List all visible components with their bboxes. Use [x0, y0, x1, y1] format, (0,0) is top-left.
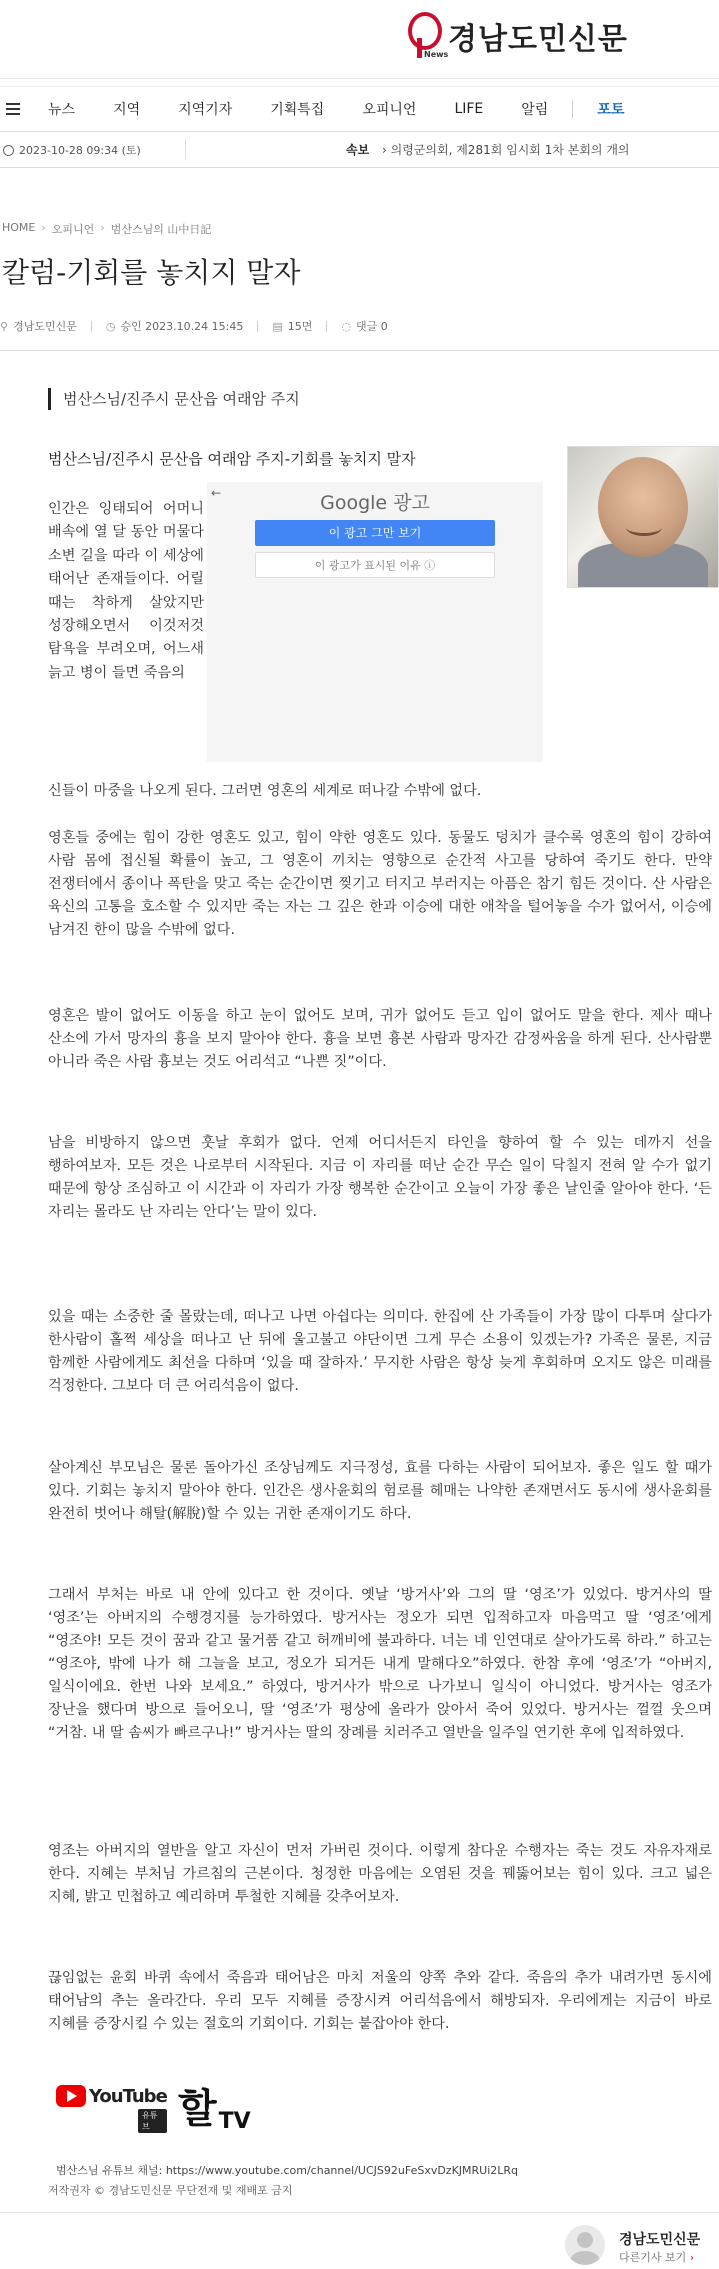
meta-divider [91, 321, 92, 332]
stop-ad-button[interactable]: 이 광고 그만 보기 [255, 520, 495, 546]
article-lead: 범산스님/진주시 문산읍 여래암 주지-기회를 놓치지 말자 [48, 450, 416, 468]
article-paragraph-1: 인간은 잉태되어 어머니 배속에 열 달 동안 머물다 소변 길을 따라 이 세상에 태어난 존재들이다. 어릴 때는 착하게 살았지만 성장해오면서 이것저것 탐욕을 부려오며, 어느새 늙고 병이 들면 죽음의 [48, 501, 204, 681]
nav-item-news[interactable]: 뉴스 [48, 102, 76, 118]
avatar-icon [565, 2225, 605, 2265]
article-author: 경남도민신문 [13, 320, 77, 333]
article-paragraph-7: 그래서 부처는 바로 내 안에 있다고 한 것이다. 옛날 ‘방거사’와 그의 딸 ‘영조’가 있었다. 방거사의 딸 ‘영조’는 아버지의 수행경지를 능가하였다. 방거사는 정오가 되면 입적하고자 마음먹고 딸 ‘영조’에게 “영조야! 모든 것이 꿈과 같고 물거품 같고 허깨비에 불과하다. 너는 네 인연대로 살아가도록 하라.” 하고는 “영조야, 밖에 나가 해 그늘을 보고, 정오가 되거든 내게 말해다오”하였다. 한참 후에 ‘영조’가 “아버지, 일식이에요. 한번 나와 보세요.” 하였다, 방거사가 밖으로 나가보니 일식이 아니었다. 방거사는 영조가 장난을 했다며 방으로 들어오니, 딸 ‘영조’가 평상에 올라가 앉아서 죽어 있었다. 방거사는 껄껄 웃으며 “거참. 내 딸 솜씨가 빠르구나!” 방거사는 딸의 장례를 치러주고 열반을 일주일 연기한 후에 입적하였다. [48, 1587, 712, 1741]
youtube-logo[interactable] [56, 2085, 167, 2131]
more-articles-label[interactable]: 다른기사 보기 [619, 2251, 687, 2264]
youtube-play-icon [56, 2085, 86, 2107]
ticker-divider [185, 139, 186, 159]
article-paragraph-1-cont: 신들이 마중을 나오게 된다. 그러면 영혼의 세계로 떠나갈 수밖에 없다. [48, 783, 482, 799]
breaking-label: 속보 [346, 143, 370, 157]
nav-item-opinion[interactable]: 오피니언 [362, 102, 417, 118]
youtube-channel-link[interactable]: 범산스님 유튜브 채널: https://www.youtube.com/channel/UCJS92uFeSxvDzKJMRUi2LRq [56, 2164, 519, 2177]
youtube-word: YouTube [89, 2085, 167, 2107]
article-paragraph-4: 남을 비방하지 않으면 훗날 후회가 없다. 언제 어디서든지 타인을 향하여 할 수 있는 데까지 선을 행하여보자. 모든 것은 나로부터 시작된다. 지금 이 자리를 떠난 순간 무슨 일이 닥칠지 전혀 알 수가 없기 때문에 항상 조심하고 이 시간과 이 자리가 가장 행복한 순간이고 오늘이 가장 좋은 날인줄 알아야 한다. ‘든 자리는 몰라도 난 자리는 안다’는 말이 있다. [48, 1135, 712, 1220]
google-ad [207, 482, 543, 762]
nav-item-feature[interactable]: 기획특집 [270, 102, 325, 118]
author-box[interactable] [565, 2225, 715, 2265]
title-divider [0, 350, 719, 351]
hal-tv-logo[interactable] [178, 2077, 251, 2134]
article-comments[interactable]: 댓글 0 [356, 320, 388, 333]
article-paragraph-5: 있을 때는 소중한 줄 몰랐는데, 떠나고 나면 아쉽다는 의미다. 한집에 산 가족들이 가장 많이 다투며 살다가 한사람이 홀쩍 세상을 떠나고 난 뒤에 울고불고 야단이면 그게 무슨 소용이 있겠는가? 가족은 물론, 지금 함께한 사람에게도 최선을 다하며 ‘있을 때 잘하자.’ 무지한 사람은 항상 늦게 후회하며 오지도 않은 미래를 걱정한다. 그보다 더 큰 어리석음이 없다. [48, 1309, 712, 1394]
tv-label: TV [218, 2109, 251, 2134]
nav-item-life[interactable]: LIFE [454, 101, 484, 117]
page-icon: ▤ [272, 319, 283, 333]
site-logo[interactable] [406, 8, 628, 64]
nav-item-region[interactable]: 지역 [113, 102, 141, 118]
site-name: 경남도민신문 [448, 22, 628, 57]
ad-suffix: 광고 [393, 492, 430, 514]
breadcrumb-separator: › [100, 221, 105, 234]
logo-mark-icon [406, 10, 449, 62]
ad-brand: Google [320, 492, 388, 514]
chevron-right-icon: › [689, 2251, 695, 2264]
article-date: 승인 2023.10.24 15:45 [120, 320, 244, 333]
comment-icon: ◌ [341, 319, 352, 333]
user-icon: ⚲ [0, 319, 9, 333]
clock-icon: ◷ [105, 319, 116, 333]
nav-item-notice[interactable]: 알림 [521, 102, 549, 118]
article-paragraph-8: 영조는 아버지의 열반을 알고 자신이 먼저 가버린 것이다. 이렇게 참다운 수행자는 죽는 것도 자유자재로 한다. 지혜는 부처님 가르침의 근본이다. 청정한 마음에는 오염된 것을 꿰뚫어보는 힘이 있다. 크고 넓은 지혜, 밝고 민첩하고 예리하며 투철한 지혜를 갖추어보자. [48, 1843, 712, 1905]
breadcrumb-opinion[interactable]: 오피니언 [51, 223, 95, 236]
nav-divider [572, 100, 573, 118]
article-title: 칼럼-기회를 놓치지 말자 [2, 256, 301, 289]
breaking-headline-text[interactable]: 의령군의회, 제281회 임시회 1차 본회의 개의 [390, 143, 630, 157]
copyright-notice: 저작권자 © 경남도민신문 무단전재 및 재배포 금지 [48, 2184, 293, 2197]
breadcrumb-section[interactable]: 범산스님의 山中日記 [110, 223, 212, 236]
clock-icon [3, 145, 14, 156]
why-ad-button[interactable]: 이 광고가 표시된 이유 ⓘ [255, 552, 495, 578]
author-name: 경남도민신문 [619, 2232, 701, 2248]
back-arrow-icon[interactable]: ← [211, 486, 222, 500]
current-date [3, 142, 141, 158]
more-articles-link[interactable] [619, 2249, 694, 2265]
ad-title [207, 488, 543, 515]
hal-char: 할 [178, 2085, 217, 2132]
article-paragraph-3: 영혼은 발이 없어도 이동을 하고 눈이 없어도 보며, 귀가 없어도 듣고 입이 없어도 말을 한다. 제사 때나 산소에 가서 망자의 흉을 보지 말아야 한다. 흉을 보면 흉본 사람과 망자간 감정싸움을 하게 된다. 산사람뿐 아니라 죽은 사람 흉보는 것도 어리석고 “나쁜 짓”이다. [48, 1008, 712, 1070]
menu-icon[interactable] [6, 100, 20, 118]
breadcrumb-separator: › [41, 221, 46, 234]
logo-news-label: News [424, 50, 449, 59]
breaking-headline[interactable]: › 의령군의회, 제281회 임시회 1차 본회의 개의 [382, 143, 630, 157]
meta-divider [257, 321, 258, 332]
footer-divider [0, 2212, 719, 2213]
ticker-bar [0, 131, 719, 168]
meta-divider [326, 321, 327, 332]
date-text: 2023-10-28 09:34 (토) [19, 144, 141, 157]
breadcrumb-home[interactable]: HOME [2, 221, 36, 234]
article-paragraph-9: 끊임없는 윤회 바퀴 속에서 죽음과 태어남은 마치 저울의 양쪽 추와 같다. 죽음의 추가 내려가면 동시에 태어남의 추는 올라간다. 우리 모두 지혜를 증장시켜 어리석음에서 해방되자. 우리에게는 지금이 바로 지혜를 증장시킬 수 있는 절호의 기회이다. 기회는 붙잡아야 한다. [48, 1970, 712, 2032]
article-paragraph-6: 살아계신 부모님은 물론 돌아가신 조상님께도 지극정성, 효를 다하는 사람이 되어보자. 좋은 일도 할 때가 있다. 기회는 놓치지 말아야 한다. 인간은 생사윤회의 험로를 헤매는 나약한 존재면서도 동시에 생사윤회를 완전히 벗어나 해탈(解脫)할 수 있는 귀한 존재이기도 하다. [48, 1460, 712, 1522]
article-subhead: 범산스님/진주시 문산읍 여래암 주지 [48, 388, 300, 410]
youtube-tag: 유튜브 [138, 2109, 167, 2133]
nav-item-region-reporter[interactable]: 지역기자 [178, 102, 233, 118]
article-page: 15면 [287, 320, 313, 333]
author-photo [567, 446, 719, 588]
nav-item-photo[interactable]: 포토 [597, 102, 625, 118]
article-paragraph-2: 영혼들 중에는 힘이 강한 영혼도 있고, 힘이 약한 영혼도 있다. 동물도 덩치가 클수록 영혼의 힘이 강하여 사람 몸에 접신될 확률이 높고, 그 영혼이 끼치는 영향으로 순간적 사고를 당하여 죽기도 한다. 만약 전쟁터에서 종이나 폭탄을 맞고 죽는 순간이면 찢기고 터지고 부러지는 아픔은 참기 힘든 것이다. 산 사람은 육신의 고통을 호소할 수 있지만 죽는 자는 그 깊은 한과 이승에 대한 애착을 털어놓을 수가 없어서, 이승에 남겨진 한이 많을 수밖에 없다. [48, 830, 712, 938]
article-meta [0, 315, 719, 337]
breadcrumb [2, 221, 211, 237]
main-nav [0, 86, 719, 132]
